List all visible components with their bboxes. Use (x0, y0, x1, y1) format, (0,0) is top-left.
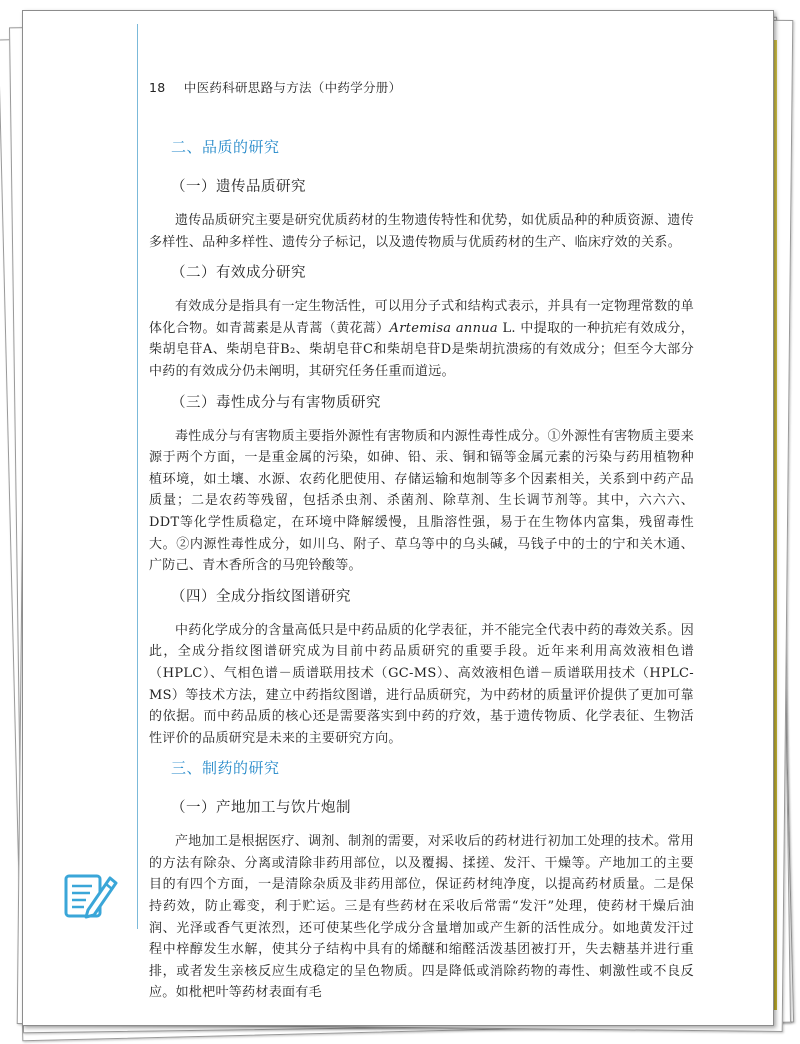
subheading-toxic-components: （三）毒性成分与有害物质研究 (171, 394, 381, 411)
paragraph-text: L. 中提取的一种抗疟有效成分，柴胡皂苷A、柴胡皂苷B₂、柴胡皂苷C和柴胡皂苷D是柴胡抗溃疡的有效成分；但至今大部分中药的有效成分仍未阐明，其研究任务任重而道远。 (149, 320, 694, 379)
margin-rule (137, 24, 138, 929)
subheading-processing: （一）产地加工与饮片炮制 (171, 800, 351, 817)
note-pencil-icon (62, 866, 118, 922)
paragraph-effective-components (149, 296, 694, 382)
paragraph-toxic-components: 毒性成分与有害物质主要指外源性有害物质和内源性毒性成分。①外源性有害物质主要来源于两个方面，一是重金属的污染，如砷、铅、汞、铜和镉等金属元素的污染与药用植物种植环境，如土壤、水源、农药化肥使用、存储运输和炮制等多个因素相关，关系到中药产品质量；二是农药等残留，包括杀虫剂、杀菌剂、除草剂、生长调节剂等。其中，六六六、DDT等化学性质稳定，在环境中降解缓慢，且脂溶性强，易于在生物体内富集，残留毒性大。②内源性毒性成分，如川乌、附子、草乌等中的乌头碱，马钱子中的士的宁和关木通、广防己、青木香所含的马兜铃酸等。 (149, 428, 694, 574)
section-heading-pharmaceutical: 三、制药的研究 (171, 759, 280, 778)
subheading-effective-components: （二）有效成分研究 (171, 265, 306, 282)
paragraph-processing: 产地加工是根据医疗、调剂、制剂的需要，对采收后的药材进行初加工处理的技术。常用的方法有除杂、分离或清除非药用部位，以及覆揭、揉搓、发汗、干燥等。产地加工的主要目的有四个方面，一是清除杂质及非药用部位，保证药材纯净度，以提高药材质量。二是保持药效，防止霉变，利于贮运。三是有些药材在采收后常需“发汗”处理，使药材干燥后油润、光泽或香气更浓烈，还可使某些化学成分含量增加或产生新的活性成分。如地黄发汗过程中梓醇发生水解，使其分子结构中具有的烯醚和缩醛活泼基团被打开，失去糖基并进行重排，或者发生亲核反应生成稳定的呈色物质。四是降低或消除药物的毒性、刺激性或不良反应。如枇杷叶等药材表面有毛 (149, 834, 694, 1001)
paragraph-fingerprint: 中药化学成分的含量高低只是中药品质的化学表征，并不能完全代表中药的毒效关系。因此，全成分指纹图谱研究成为目前中药品质研究的重要手段。近年来利用高效液相色谱（HPLC）、气相色谱－质谱联用技术（GC-MS）、高效液相色谱－质谱联用技术（HPLC-MS）等技术方法，建立中药指纹图谱，进行品质研究，为中药材的质量评价提供了更加可靠的依据。而中药品质的核心还是需要落实到中药的疗效，基于遗传物质、化学表征、生物活性评价的品质研究是未来的主要研究方向。 (149, 622, 694, 746)
running-header (149, 78, 401, 96)
page-body (149, 132, 694, 1012)
paragraph-text: 有效成分是指具有一定生物活性，可以用分子式和结构式表示，并具有一定物理常数的单体化合物。如青蒿素是从青蒿（黄花蒿） (149, 299, 694, 336)
subheading-fingerprint: （四）全成分指纹图谱研究 (171, 588, 351, 605)
section-heading-quality: 二、品质的研究 (171, 138, 280, 156)
book-title: 中医药科研思路与方法（中药学分册） (183, 80, 402, 95)
page-number: 18 (149, 80, 166, 95)
subheading-genetic-quality: （一）遗传品质研究 (171, 179, 306, 195)
paragraph-genetic-quality: 遗传品质研究主要是研究优质药材的生物遗传特性和优势，如优质品种的种质资源、遗传多样性、品种多样性、遗传分子标记，以及遗传物质与优质药材的生产、临床疗效的关系。 (149, 213, 694, 250)
latin-name: Artemisa annua (389, 320, 498, 336)
